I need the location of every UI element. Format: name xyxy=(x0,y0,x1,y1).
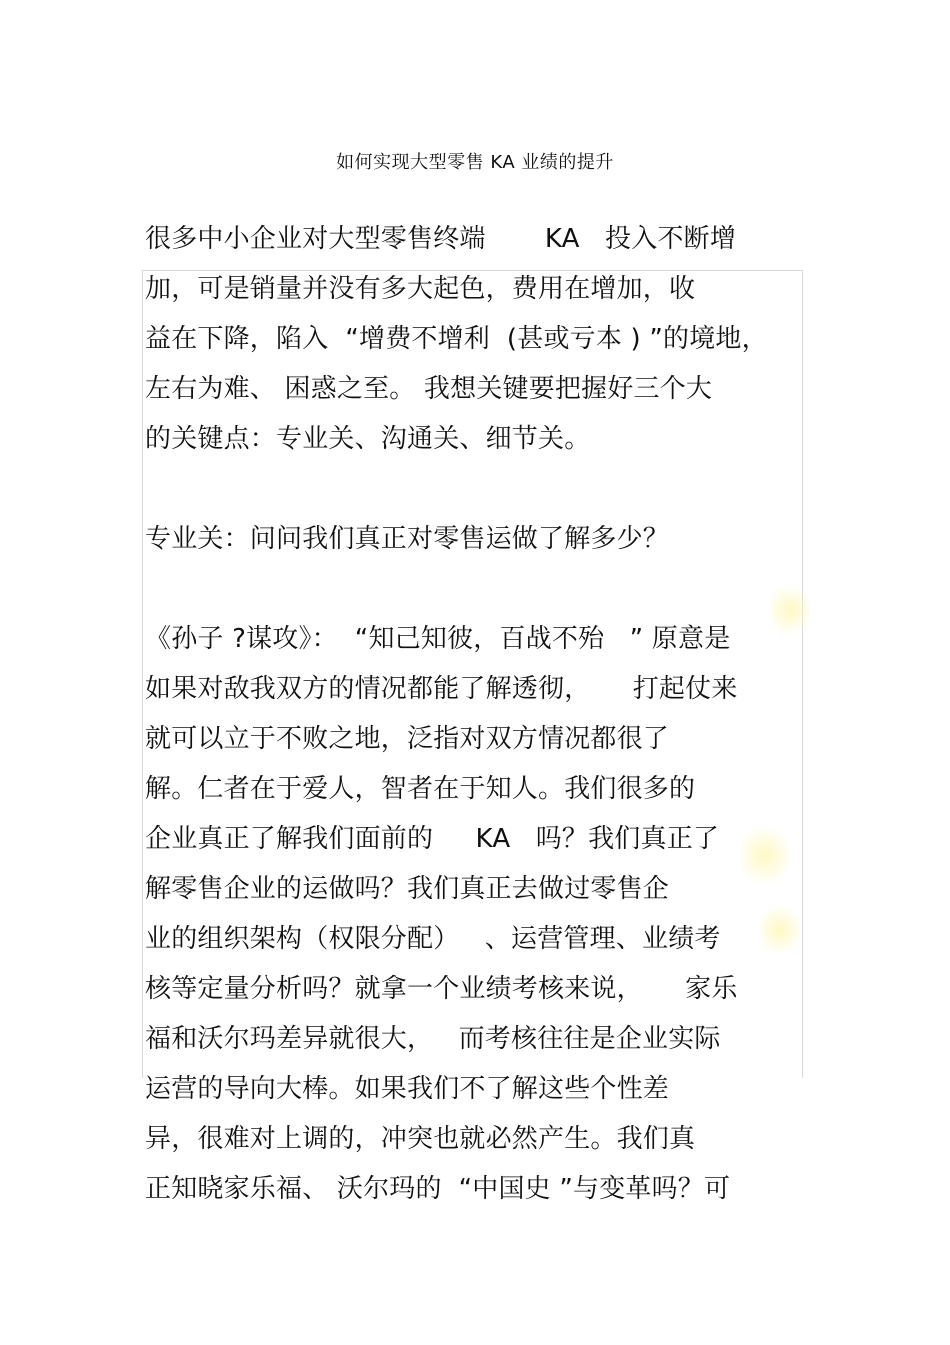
text-line: 左右为难、 困惑之至。 我想关键要把握好三个大 xyxy=(145,374,713,404)
text-line: 如果对敌我双方的情况都能了解透彻， 打起仗来 xyxy=(145,674,738,704)
text-line: 《孙子 ?谋攻》： “知己知彼，百战不殆 ” 原意是 xyxy=(145,624,731,654)
text-line: 核等定量分析吗？就拿一个业绩考核来说， 家乐 xyxy=(145,974,738,1004)
text-line: 业的组织架构（权限分配） 、运营管理、业绩考 xyxy=(145,924,721,954)
text-line: 就可以立于不败之地，泛指对双方情况都很了 xyxy=(145,724,670,754)
document-title: 如何实现大型零售 KA 业绩的提升 xyxy=(336,152,614,173)
text-line: 正知晓家乐福、 沃尔玛的 “中国史 ”与变革吗？可 xyxy=(145,1174,731,1204)
text-line: 运营的导向大棒。如果我们不了解这些个性差 xyxy=(145,1074,670,1104)
highlight-mark xyxy=(740,820,790,890)
text-line: 解零售企业的运做吗？我们真正去做过零售企 xyxy=(145,874,670,904)
text-line: 的关键点：专业关、沟通关、细节关。 xyxy=(145,424,591,454)
highlight-mark xyxy=(770,580,810,640)
section-heading: 专业关：问问我们真正对零售运做了解多少？ xyxy=(145,524,670,554)
text-line: 很多中小企业对大型零售终端 KA 投入不断增 xyxy=(145,224,737,254)
text-line: 加，可是销量并没有多大起色，费用在增加，收 xyxy=(145,274,696,304)
text-line: 异，很难对上调的，冲突也就必然产生。我们真 xyxy=(145,1124,696,1154)
text-line: 解。仁者在于爱人，智者在于知人。我们很多的 xyxy=(145,774,696,804)
text-line: 福和沃尔玛差异就很大， 而考核往往是企业实际 xyxy=(145,1024,721,1054)
text-line: 企业真正了解我们面前的 KA 吗？我们真正了 xyxy=(145,824,720,854)
highlight-mark xyxy=(760,900,800,960)
text-line: 益在下降，陷入 “增费不增利 (甚或亏本 ) ”的境地， xyxy=(145,324,768,354)
